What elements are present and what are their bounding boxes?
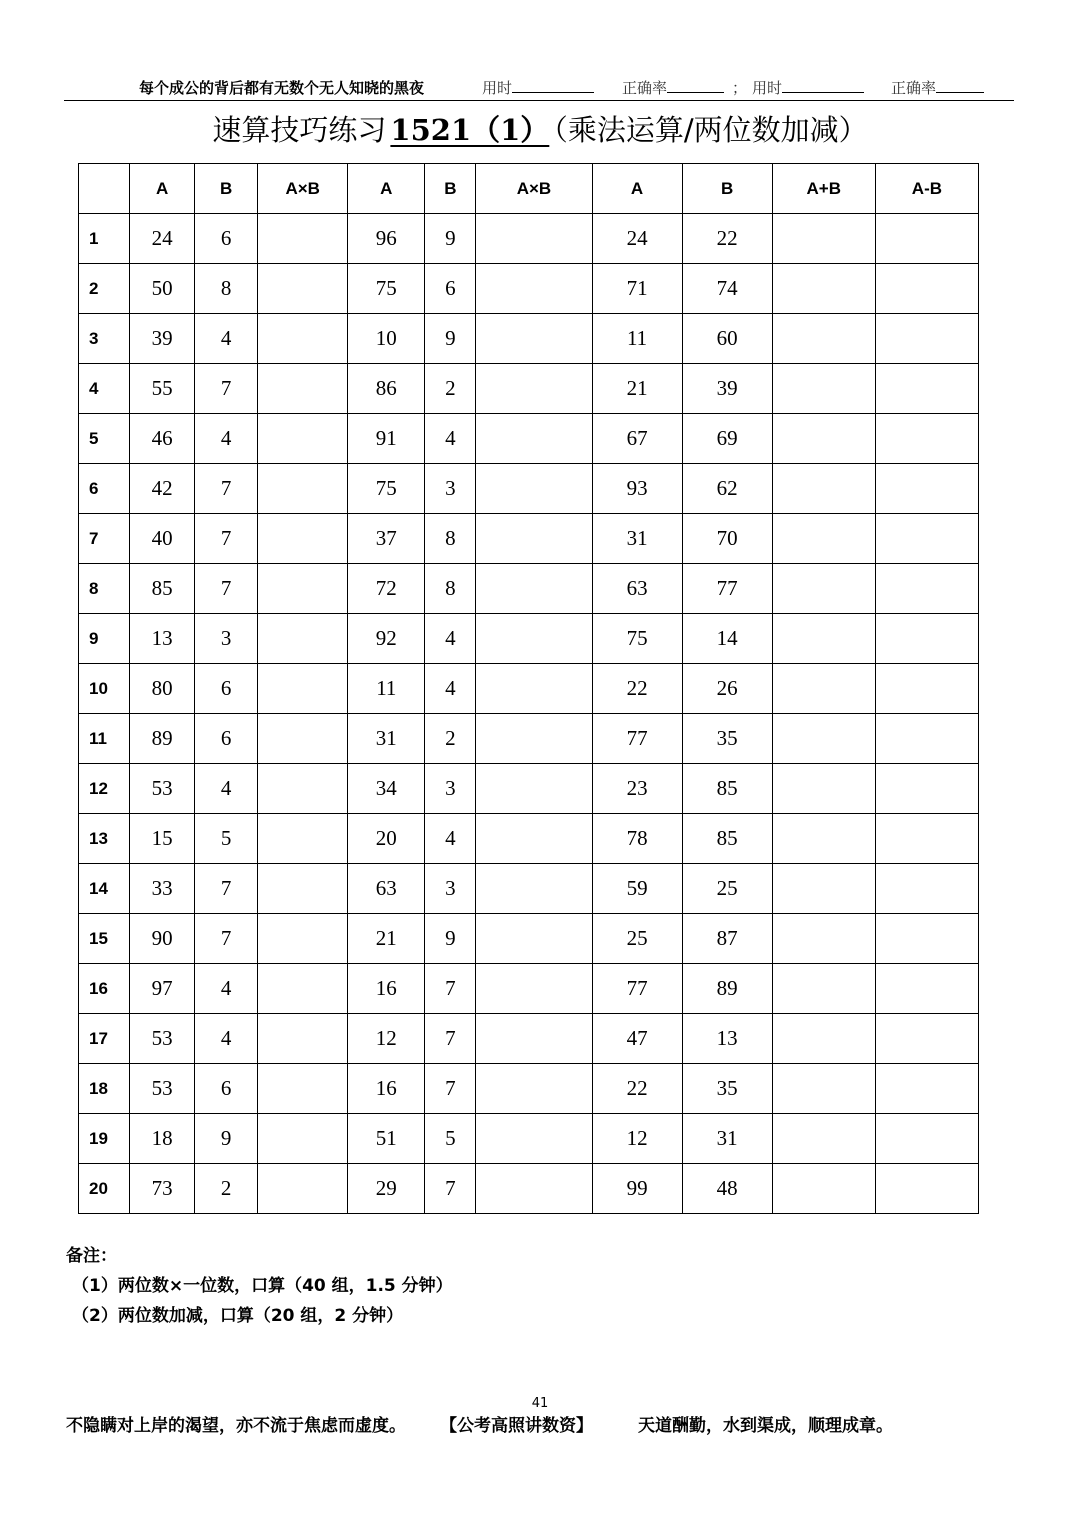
cell-a: 29 (348, 1164, 425, 1214)
cell-b: 48 (682, 1164, 772, 1214)
answer-cell-sum[interactable] (772, 364, 875, 414)
cell-a: 24 (130, 214, 195, 264)
cell-b: 7 (425, 1014, 476, 1064)
row-number: 7 (79, 514, 130, 564)
cell-b: 7 (425, 1164, 476, 1214)
cell-b: 3 (425, 864, 476, 914)
accuracy-label-1: 正确率 (622, 79, 668, 97)
cell-b: 4 (195, 1014, 258, 1064)
cell-a: 90 (130, 914, 195, 964)
table-row (79, 764, 979, 814)
cell-b: 2 (425, 714, 476, 764)
cell-a: 53 (130, 1014, 195, 1064)
cell-b: 35 (682, 714, 772, 764)
answer-cell-sum[interactable] (772, 514, 875, 564)
cell-b: 9 (425, 214, 476, 264)
cell-b: 7 (425, 964, 476, 1014)
table-row (79, 414, 979, 464)
answer-cell-sum[interactable] (772, 264, 875, 314)
answer-cell-sum[interactable] (772, 564, 875, 614)
accuracy-blank-1 (667, 78, 724, 93)
answer-cell-product[interactable] (258, 664, 348, 714)
answer-cell-product[interactable] (258, 314, 348, 364)
cell-b: 4 (425, 414, 476, 464)
row-number: 2 (79, 264, 130, 314)
cell-b: 8 (425, 514, 476, 564)
answer-cell-difference[interactable] (875, 214, 978, 264)
answer-cell-sum[interactable] (772, 914, 875, 964)
cell-b: 4 (425, 814, 476, 864)
cell-b: 9 (195, 1114, 258, 1164)
answer-cell-difference[interactable] (875, 264, 978, 314)
answer-cell-difference[interactable] (875, 314, 978, 364)
cell-b: 35 (682, 1064, 772, 1114)
answer-cell-product[interactable] (476, 914, 592, 964)
col-header-a: A (130, 164, 195, 214)
row-number: 10 (79, 664, 130, 714)
cell-a: 18 (130, 1114, 195, 1164)
table-row (79, 614, 979, 664)
table-row (79, 314, 979, 364)
answer-cell-product[interactable] (476, 864, 592, 914)
cell-b: 6 (195, 664, 258, 714)
cell-b: 3 (425, 464, 476, 514)
cell-a: 51 (348, 1114, 425, 1164)
col-header-b: B (195, 164, 258, 214)
cell-a: 75 (348, 264, 425, 314)
cell-b: 5 (195, 814, 258, 864)
col-header-product: A×B (258, 164, 348, 214)
answer-cell-difference[interactable] (875, 464, 978, 514)
answer-cell-product[interactable] (476, 414, 592, 464)
answer-cell-product[interactable] (258, 1114, 348, 1164)
cell-a: 85 (130, 564, 195, 614)
cell-a: 25 (592, 914, 682, 964)
cell-a: 37 (348, 514, 425, 564)
answer-cell-difference[interactable] (875, 614, 978, 664)
cell-a: 89 (130, 714, 195, 764)
cell-b: 3 (425, 764, 476, 814)
table-row (79, 964, 979, 1014)
cell-a: 22 (592, 1064, 682, 1114)
answer-cell-sum[interactable] (772, 1114, 875, 1164)
accuracy-field-2[interactable] (891, 76, 984, 100)
cell-a: 53 (130, 1064, 195, 1114)
answer-cell-sum[interactable] (772, 614, 875, 664)
table-row (79, 1114, 979, 1164)
cell-a: 42 (130, 464, 195, 514)
cell-b: 7 (195, 914, 258, 964)
answer-cell-product[interactable] (258, 914, 348, 964)
cell-b: 4 (195, 314, 258, 364)
cell-a: 11 (592, 314, 682, 364)
answer-cell-difference[interactable] (875, 564, 978, 614)
answer-cell-difference[interactable] (875, 1064, 978, 1114)
cell-b: 39 (682, 364, 772, 414)
answer-cell-sum[interactable] (772, 314, 875, 364)
cell-b: 8 (425, 564, 476, 614)
answer-cell-difference[interactable] (875, 914, 978, 964)
time-field-2[interactable] (752, 76, 864, 100)
answer-cell-product[interactable] (258, 414, 348, 464)
answer-cell-product[interactable] (258, 464, 348, 514)
answer-cell-product[interactable] (476, 264, 592, 314)
answer-cell-sum[interactable] (772, 1164, 875, 1214)
cell-b: 4 (195, 964, 258, 1014)
col-header-b: B (425, 164, 476, 214)
header-motto: 每个成公的背后都有无数个无人知晓的黑夜 (139, 79, 425, 97)
row-number: 18 (79, 1064, 130, 1114)
cell-a: 63 (592, 564, 682, 614)
answer-cell-difference[interactable] (875, 714, 978, 764)
cell-b: 4 (195, 414, 258, 464)
answer-cell-difference[interactable] (875, 364, 978, 414)
cell-b: 7 (195, 364, 258, 414)
cell-b: 69 (682, 414, 772, 464)
answer-cell-sum[interactable] (772, 764, 875, 814)
cell-b: 4 (425, 614, 476, 664)
cell-a: 63 (348, 864, 425, 914)
header-separator: ； (732, 79, 748, 97)
cell-b: 22 (682, 214, 772, 264)
row-number: 5 (79, 414, 130, 464)
cell-a: 47 (592, 1014, 682, 1064)
note-item: （1）两位数×一位数，口算（40 组，1.5 分钟） (72, 1276, 453, 1296)
answer-cell-product[interactable] (258, 564, 348, 614)
cell-a: 50 (130, 264, 195, 314)
answer-cell-sum[interactable] (772, 1014, 875, 1064)
cell-b: 85 (682, 764, 772, 814)
answer-cell-product[interactable] (476, 564, 592, 614)
time-blank-1 (512, 78, 594, 93)
cell-a: 67 (592, 414, 682, 464)
cell-b: 14 (682, 614, 772, 664)
answer-cell-sum[interactable] (772, 414, 875, 464)
answer-cell-product[interactable] (476, 714, 592, 764)
cell-a: 16 (348, 964, 425, 1014)
row-number: 6 (79, 464, 130, 514)
cell-b: 2 (195, 1164, 258, 1214)
answer-cell-difference[interactable] (875, 664, 978, 714)
cell-b: 13 (682, 1014, 772, 1064)
accuracy-label-2: 正确率 (891, 79, 937, 97)
cell-a: 80 (130, 664, 195, 714)
notes-label: 备注： (66, 1246, 117, 1266)
row-number: 11 (79, 714, 130, 764)
col-header-a: A (348, 164, 425, 214)
cell-a: 12 (592, 1114, 682, 1164)
cell-b: 60 (682, 314, 772, 364)
notes-section (66, 1241, 453, 1331)
answer-cell-product[interactable] (476, 364, 592, 414)
cell-a: 93 (592, 464, 682, 514)
title-suffix: （乘法运算/两位数加减） (553, 113, 868, 147)
row-number: 17 (79, 1014, 130, 1064)
footer-brand: 【公考高照讲数资】 (440, 1416, 593, 1436)
cell-a: 39 (130, 314, 195, 364)
answer-cell-product[interactable] (258, 264, 348, 314)
cell-b: 26 (682, 664, 772, 714)
cell-a: 72 (348, 564, 425, 614)
cell-b: 6 (195, 1064, 258, 1114)
answer-cell-product[interactable] (476, 1114, 592, 1164)
cell-b: 62 (682, 464, 772, 514)
answer-cell-product[interactable] (476, 664, 592, 714)
answer-cell-sum[interactable] (772, 464, 875, 514)
cell-a: 91 (348, 414, 425, 464)
answer-cell-product[interactable] (476, 464, 592, 514)
answer-cell-product[interactable] (476, 514, 592, 564)
cell-a: 77 (592, 964, 682, 1014)
row-number: 3 (79, 314, 130, 364)
cell-a: 86 (348, 364, 425, 414)
answer-cell-product[interactable] (258, 864, 348, 914)
answer-cell-product[interactable] (476, 964, 592, 1014)
row-number: 4 (79, 364, 130, 414)
answer-cell-difference[interactable] (875, 814, 978, 864)
time-blank-2 (782, 78, 864, 93)
title-code: 1521（1） (390, 113, 550, 147)
row-number: 12 (79, 764, 130, 814)
col-header-difference: A-B (875, 164, 978, 214)
time-label-1: 用时 (482, 79, 513, 97)
cell-a: 21 (348, 914, 425, 964)
row-number: 15 (79, 914, 130, 964)
cell-b: 9 (425, 314, 476, 364)
answer-cell-sum[interactable] (772, 1064, 875, 1114)
answer-cell-sum[interactable] (772, 214, 875, 264)
page-title (0, 108, 1080, 152)
answer-cell-product[interactable] (476, 314, 592, 364)
row-number: 9 (79, 614, 130, 664)
cell-a: 55 (130, 364, 195, 414)
table-header-row (79, 164, 979, 214)
table-row (79, 214, 979, 264)
cell-a: 12 (348, 1014, 425, 1064)
cell-b: 7 (195, 464, 258, 514)
cell-a: 96 (348, 214, 425, 264)
practice-table (78, 163, 979, 1214)
cell-a: 78 (592, 814, 682, 864)
cell-b: 6 (425, 264, 476, 314)
answer-cell-sum[interactable] (772, 814, 875, 864)
answer-cell-difference[interactable] (875, 414, 978, 464)
answer-cell-product[interactable] (258, 364, 348, 414)
row-number: 20 (79, 1164, 130, 1214)
cell-a: 77 (592, 714, 682, 764)
cell-a: 21 (592, 364, 682, 414)
cell-a: 75 (592, 614, 682, 664)
table-row (79, 1014, 979, 1064)
cell-a: 59 (592, 864, 682, 914)
cell-a: 22 (592, 664, 682, 714)
table-row (79, 714, 979, 764)
cell-b: 7 (195, 564, 258, 614)
answer-cell-product[interactable] (476, 1164, 592, 1214)
answer-cell-product[interactable] (476, 814, 592, 864)
answer-cell-difference[interactable] (875, 1114, 978, 1164)
cell-a: 20 (348, 814, 425, 864)
cell-b: 2 (425, 364, 476, 414)
answer-cell-product[interactable] (476, 1064, 592, 1114)
table-row (79, 564, 979, 614)
cell-a: 73 (130, 1164, 195, 1214)
cell-b: 7 (195, 864, 258, 914)
table-body (79, 214, 979, 1214)
cell-b: 31 (682, 1114, 772, 1164)
cell-b: 8 (195, 264, 258, 314)
col-header-index (79, 164, 130, 214)
col-header-product: A×B (476, 164, 592, 214)
answer-cell-difference[interactable] (875, 1014, 978, 1064)
cell-a: 23 (592, 764, 682, 814)
cell-a: 71 (592, 264, 682, 314)
cell-b: 85 (682, 814, 772, 864)
cell-b: 77 (682, 564, 772, 614)
cell-b: 7 (425, 1064, 476, 1114)
cell-a: 33 (130, 864, 195, 914)
answer-cell-product[interactable] (258, 714, 348, 764)
cell-b: 7 (195, 514, 258, 564)
col-header-sum: A+B (772, 164, 875, 214)
cell-b: 4 (425, 664, 476, 714)
answer-cell-sum[interactable] (772, 664, 875, 714)
cell-b: 70 (682, 514, 772, 564)
answer-cell-product[interactable] (258, 614, 348, 664)
answer-cell-product[interactable] (476, 614, 592, 664)
cell-a: 15 (130, 814, 195, 864)
cell-a: 31 (348, 714, 425, 764)
cell-a: 31 (592, 514, 682, 564)
table-row (79, 464, 979, 514)
note-item: （2）两位数加减，口算（20 组，2 分钟） (72, 1306, 404, 1326)
table-row (79, 1064, 979, 1114)
cell-b: 74 (682, 264, 772, 314)
table-row (79, 864, 979, 914)
table-row (79, 664, 979, 714)
row-number: 1 (79, 214, 130, 264)
answer-cell-sum[interactable] (772, 964, 875, 1014)
answer-cell-product[interactable] (258, 1164, 348, 1214)
answer-cell-product[interactable] (258, 764, 348, 814)
cell-b: 25 (682, 864, 772, 914)
accuracy-field-1[interactable] (622, 76, 724, 100)
footer-left-quote: 不隐瞒对上岸的渴望，亦不流于焦虑而虚度。 (66, 1416, 406, 1436)
table-row (79, 914, 979, 964)
answer-cell-difference[interactable] (875, 1164, 978, 1214)
cell-a: 13 (130, 614, 195, 664)
answer-cell-product[interactable] (476, 214, 592, 264)
cell-b: 3 (195, 614, 258, 664)
page-number: 41 (531, 1396, 549, 1411)
cell-a: 34 (348, 764, 425, 814)
cell-b: 6 (195, 714, 258, 764)
cell-a: 53 (130, 764, 195, 814)
cell-a: 16 (348, 1064, 425, 1114)
answer-cell-difference[interactable] (875, 864, 978, 914)
footer-right-quote: 天道酬勤，水到渠成，顺理成章。 (638, 1416, 893, 1436)
table-row (79, 814, 979, 864)
table-row (79, 364, 979, 414)
cell-a: 46 (130, 414, 195, 464)
answer-cell-sum[interactable] (772, 714, 875, 764)
answer-cell-difference[interactable] (875, 764, 978, 814)
time-field-1[interactable] (482, 76, 594, 100)
cell-b: 4 (195, 764, 258, 814)
row-number: 14 (79, 864, 130, 914)
answer-cell-product[interactable] (476, 764, 592, 814)
answer-cell-product[interactable] (258, 964, 348, 1014)
answer-cell-difference[interactable] (875, 964, 978, 1014)
table-row (79, 514, 979, 564)
row-number: 8 (79, 564, 130, 614)
cell-a: 99 (592, 1164, 682, 1214)
col-header-a: A (592, 164, 682, 214)
answer-cell-product[interactable] (258, 214, 348, 264)
cell-b: 6 (195, 214, 258, 264)
accuracy-blank-2 (936, 78, 984, 93)
table-row (79, 264, 979, 314)
time-label-2: 用时 (752, 79, 783, 97)
cell-a: 75 (348, 464, 425, 514)
cell-a: 40 (130, 514, 195, 564)
cell-b: 9 (425, 914, 476, 964)
answer-cell-difference[interactable] (875, 514, 978, 564)
answer-cell-product[interactable] (476, 1014, 592, 1064)
answer-cell-product[interactable] (258, 514, 348, 564)
page-header (64, 76, 1014, 101)
answer-cell-product[interactable] (258, 814, 348, 864)
answer-cell-product[interactable] (258, 1064, 348, 1114)
answer-cell-sum[interactable] (772, 864, 875, 914)
row-number: 13 (79, 814, 130, 864)
cell-a: 97 (130, 964, 195, 1014)
table-row (79, 1164, 979, 1214)
row-number: 19 (79, 1114, 130, 1164)
cell-b: 89 (682, 964, 772, 1014)
cell-a: 11 (348, 664, 425, 714)
row-number: 16 (79, 964, 130, 1014)
answer-cell-product[interactable] (258, 1014, 348, 1064)
title-prefix: 速算技巧练习 (212, 113, 387, 147)
cell-a: 10 (348, 314, 425, 364)
col-header-b: B (682, 164, 772, 214)
cell-a: 24 (592, 214, 682, 264)
cell-b: 87 (682, 914, 772, 964)
cell-a: 92 (348, 614, 425, 664)
cell-b: 5 (425, 1114, 476, 1164)
